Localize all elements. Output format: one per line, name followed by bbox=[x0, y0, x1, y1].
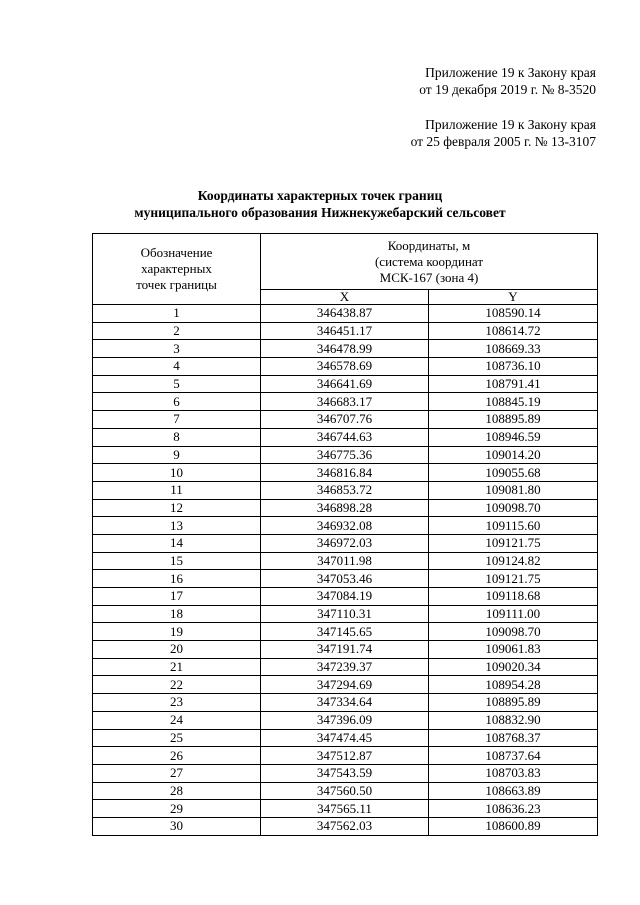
x-coordinate-cell: 347084.19 bbox=[261, 588, 429, 606]
x-column-header: X bbox=[261, 290, 429, 305]
point-number-cell: 8 bbox=[93, 428, 261, 446]
table-row bbox=[93, 340, 598, 358]
coordinates-table-body bbox=[93, 305, 598, 836]
y-coordinate-cell: 108954.28 bbox=[429, 676, 598, 694]
point-number-cell: 1 bbox=[93, 305, 261, 323]
original-line-2: от 25 февраля 2005 г. № 13-3107 bbox=[410, 134, 596, 149]
x-coordinate-cell: 346641.69 bbox=[261, 375, 429, 393]
table-row bbox=[93, 817, 598, 835]
point-number-cell: 28 bbox=[93, 782, 261, 800]
x-coordinate-cell: 347562.03 bbox=[261, 817, 429, 835]
point-number-cell: 3 bbox=[93, 340, 261, 358]
x-coordinate-cell: 346683.17 bbox=[261, 393, 429, 411]
point-number-cell: 25 bbox=[93, 729, 261, 747]
point-number-cell: 18 bbox=[93, 605, 261, 623]
y-coordinate-cell: 109118.68 bbox=[429, 588, 598, 606]
y-coordinate-cell: 109098.70 bbox=[429, 499, 598, 517]
table-row bbox=[93, 305, 598, 323]
coords-header-line-1: Координаты, м bbox=[387, 237, 471, 253]
table-row bbox=[93, 658, 598, 676]
point-number-cell: 24 bbox=[93, 711, 261, 729]
table-row bbox=[93, 676, 598, 694]
amendment-line-1: Приложение 19 к Закону края bbox=[425, 65, 596, 80]
x-coordinate-cell: 347560.50 bbox=[261, 782, 429, 800]
coords-header-line-3: МСК-167 (зона 4) bbox=[379, 269, 479, 285]
x-coordinate-cell: 346478.99 bbox=[261, 340, 429, 358]
point-number-cell: 10 bbox=[93, 464, 261, 482]
point-number-cell: 13 bbox=[93, 517, 261, 535]
y-coordinate-cell: 108895.89 bbox=[429, 411, 598, 429]
table-row bbox=[93, 375, 598, 393]
table-row bbox=[93, 694, 598, 712]
point-number-cell: 29 bbox=[93, 800, 261, 818]
point-number-cell: 23 bbox=[93, 694, 261, 712]
amendment-line-2: от 19 декабря 2019 г. № 8-3520 bbox=[419, 82, 596, 97]
y-coordinate-cell: 109098.70 bbox=[429, 623, 598, 641]
y-coordinate-cell: 108946.59 bbox=[429, 428, 598, 446]
x-coordinate-cell: 346972.03 bbox=[261, 534, 429, 552]
point-number-cell: 19 bbox=[93, 623, 261, 641]
y-coordinate-cell: 108737.64 bbox=[429, 747, 598, 765]
y-coordinate-cell: 109111.00 bbox=[429, 605, 598, 623]
y-column-header: Y bbox=[429, 290, 598, 305]
x-coordinate-cell: 347474.45 bbox=[261, 729, 429, 747]
x-coordinate-cell: 347294.69 bbox=[261, 676, 429, 694]
table-row bbox=[93, 393, 598, 411]
point-number-cell: 6 bbox=[93, 393, 261, 411]
y-coordinate-cell: 109115.60 bbox=[429, 517, 598, 535]
point-number-cell: 2 bbox=[93, 322, 261, 340]
x-coordinate-cell: 347011.98 bbox=[261, 552, 429, 570]
title-line-1: Координаты характерных точек границ bbox=[197, 188, 443, 203]
table-row bbox=[93, 570, 598, 588]
y-coordinate-cell: 109014.20 bbox=[429, 446, 598, 464]
y-coordinate-cell: 108845.19 bbox=[429, 393, 598, 411]
coords-header-line-2: (система координат bbox=[374, 253, 484, 269]
table-row bbox=[93, 588, 598, 606]
table-row bbox=[93, 358, 598, 376]
y-coordinate-cell: 108895.89 bbox=[429, 694, 598, 712]
point-number-cell: 16 bbox=[93, 570, 261, 588]
x-coordinate-cell: 347396.09 bbox=[261, 711, 429, 729]
point-header-line-3: точек границы bbox=[136, 277, 217, 292]
table-row bbox=[93, 428, 598, 446]
y-coordinate-cell: 108590.14 bbox=[429, 305, 598, 323]
x-coordinate-cell: 347512.87 bbox=[261, 747, 429, 765]
y-coordinate-cell: 109121.75 bbox=[429, 570, 598, 588]
x-coordinate-cell: 347110.31 bbox=[261, 605, 429, 623]
y-coordinate-cell: 109121.75 bbox=[429, 534, 598, 552]
point-header-line-2: характерных bbox=[141, 261, 212, 276]
table-row bbox=[93, 711, 598, 729]
point-number-cell: 12 bbox=[93, 499, 261, 517]
y-coordinate-cell: 108614.72 bbox=[429, 322, 598, 340]
x-coordinate-cell: 346932.08 bbox=[261, 517, 429, 535]
point-number-cell: 15 bbox=[93, 552, 261, 570]
point-number-cell: 30 bbox=[93, 817, 261, 835]
x-coordinate-cell: 346744.63 bbox=[261, 428, 429, 446]
x-coordinate-cell: 346816.84 bbox=[261, 464, 429, 482]
table-row bbox=[93, 641, 598, 659]
document-title bbox=[0, 187, 640, 221]
table-row bbox=[93, 534, 598, 552]
point-number-cell: 5 bbox=[93, 375, 261, 393]
table-row bbox=[93, 517, 598, 535]
table-row bbox=[93, 411, 598, 429]
x-coordinate-cell: 346898.28 bbox=[261, 499, 429, 517]
table-row bbox=[93, 729, 598, 747]
y-coordinate-cell: 108600.89 bbox=[429, 817, 598, 835]
x-coordinate-cell: 346438.87 bbox=[261, 305, 429, 323]
x-coordinate-cell: 346578.69 bbox=[261, 358, 429, 376]
point-number-cell: 11 bbox=[93, 481, 261, 499]
y-coordinate-cell: 108663.89 bbox=[429, 782, 598, 800]
table-row bbox=[93, 764, 598, 782]
point-number-cell: 4 bbox=[93, 358, 261, 376]
table-row bbox=[93, 552, 598, 570]
y-coordinate-cell: 109124.82 bbox=[429, 552, 598, 570]
table-row bbox=[93, 782, 598, 800]
point-number-cell: 20 bbox=[93, 641, 261, 659]
original-law-reference bbox=[411, 116, 596, 150]
point-number-cell: 14 bbox=[93, 534, 261, 552]
table-row bbox=[93, 464, 598, 482]
point-header-line-1: Обозначение bbox=[140, 245, 213, 260]
point-number-cell: 9 bbox=[93, 446, 261, 464]
table-row bbox=[93, 623, 598, 641]
y-coordinate-cell: 109020.34 bbox=[429, 658, 598, 676]
table-row bbox=[93, 800, 598, 818]
x-coordinate-cell: 347191.74 bbox=[261, 641, 429, 659]
y-coordinate-cell: 108636.23 bbox=[429, 800, 598, 818]
point-number-cell: 21 bbox=[93, 658, 261, 676]
point-number-cell: 27 bbox=[93, 764, 261, 782]
x-coordinate-cell: 347543.59 bbox=[261, 764, 429, 782]
title-line-2: муниципального образования Нижнекужебарский сельсовет bbox=[134, 205, 506, 220]
coordinates-table bbox=[92, 233, 598, 836]
table-row bbox=[93, 322, 598, 340]
coordinates-header bbox=[261, 234, 598, 290]
table-row bbox=[93, 747, 598, 765]
y-coordinate-cell: 108832.90 bbox=[429, 711, 598, 729]
x-coordinate-cell: 347239.37 bbox=[261, 658, 429, 676]
y-coordinate-cell: 108791.41 bbox=[429, 375, 598, 393]
x-coordinate-cell: 346775.36 bbox=[261, 446, 429, 464]
y-coordinate-cell: 108768.37 bbox=[429, 729, 598, 747]
table-row bbox=[93, 605, 598, 623]
amendment-reference bbox=[419, 64, 596, 98]
x-coordinate-cell: 346451.17 bbox=[261, 322, 429, 340]
table-row bbox=[93, 446, 598, 464]
x-coordinate-cell: 346707.76 bbox=[261, 411, 429, 429]
x-coordinate-cell: 347565.11 bbox=[261, 800, 429, 818]
x-coordinate-cell: 347145.65 bbox=[261, 623, 429, 641]
y-coordinate-cell: 109081.80 bbox=[429, 481, 598, 499]
point-number-cell: 17 bbox=[93, 588, 261, 606]
table-row bbox=[93, 481, 598, 499]
y-coordinate-cell: 108703.83 bbox=[429, 764, 598, 782]
point-number-cell: 26 bbox=[93, 747, 261, 765]
x-coordinate-cell: 346853.72 bbox=[261, 481, 429, 499]
y-coordinate-cell: 108736.10 bbox=[429, 358, 598, 376]
point-number-cell: 22 bbox=[93, 676, 261, 694]
x-coordinate-cell: 347053.46 bbox=[261, 570, 429, 588]
table-row bbox=[93, 499, 598, 517]
original-line-1: Приложение 19 к Закону края bbox=[425, 117, 596, 132]
point-number-cell: 7 bbox=[93, 411, 261, 429]
point-designation-header bbox=[93, 234, 261, 305]
x-coordinate-cell: 347334.64 bbox=[261, 694, 429, 712]
y-coordinate-cell: 108669.33 bbox=[429, 340, 598, 358]
y-coordinate-cell: 109055.68 bbox=[429, 464, 598, 482]
y-coordinate-cell: 109061.83 bbox=[429, 641, 598, 659]
